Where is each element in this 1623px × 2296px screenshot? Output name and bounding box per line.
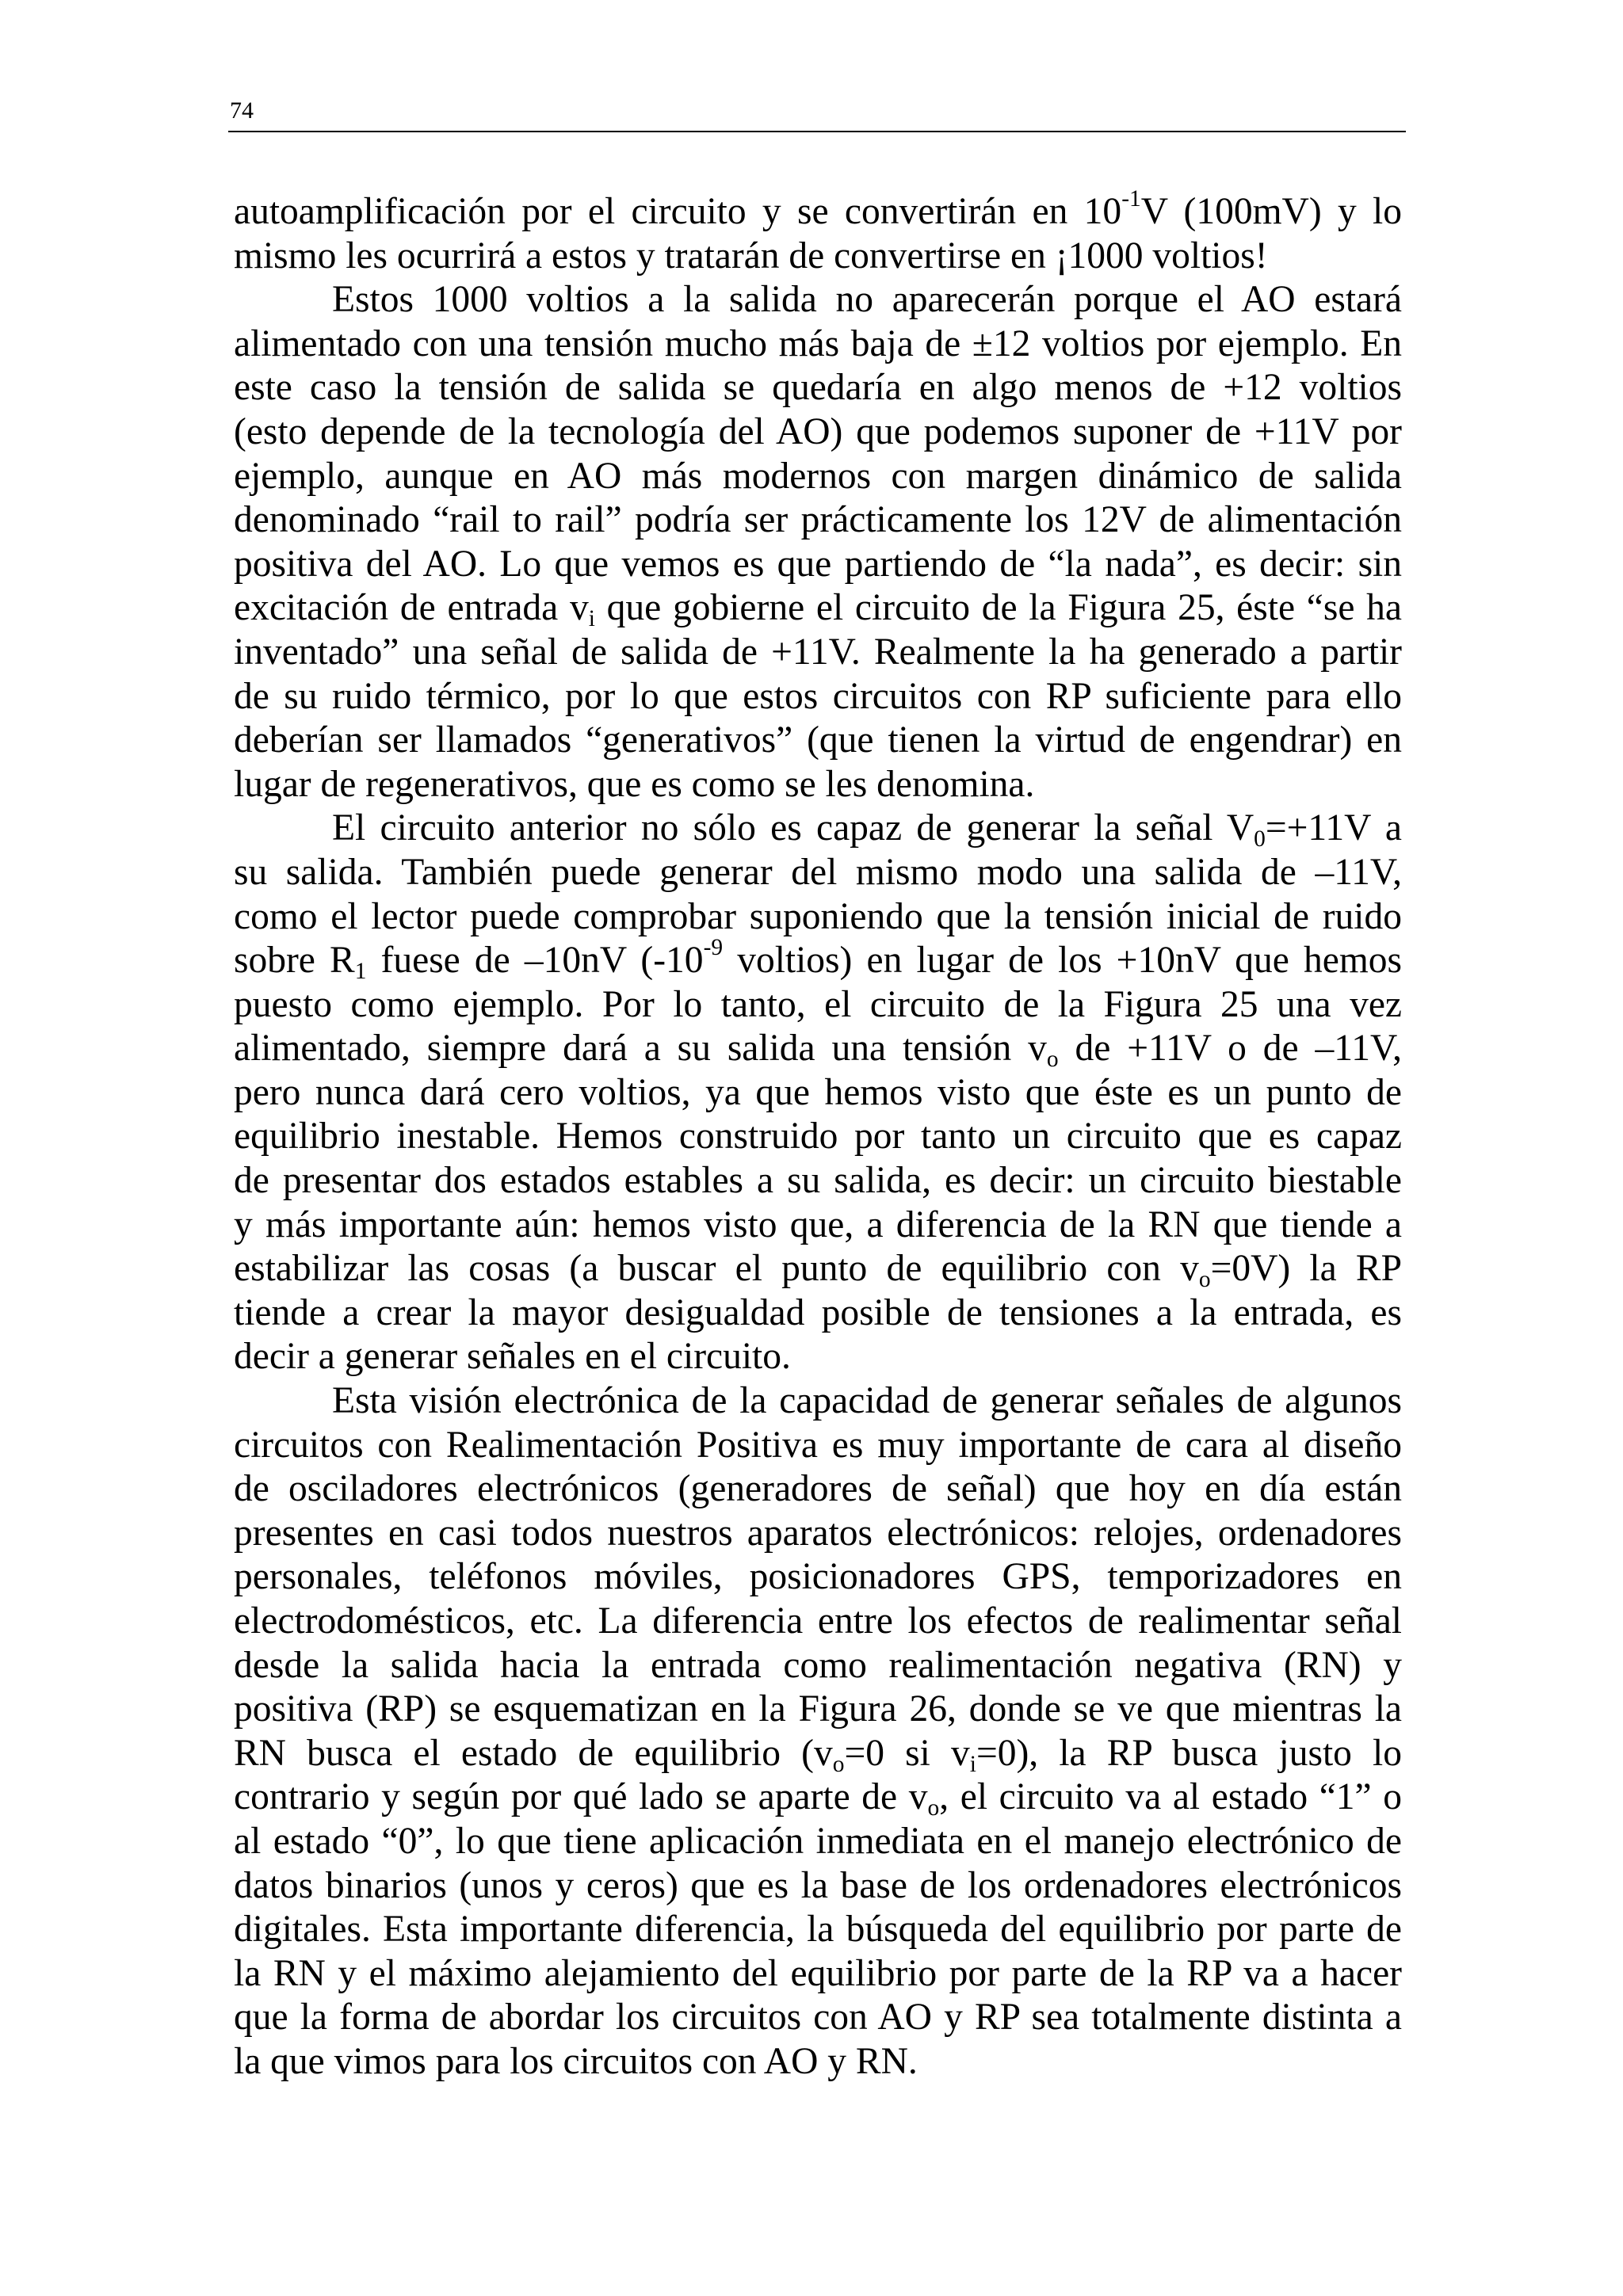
text-line: alimentado con una tensión mucho más baja de ±12 voltios por ejemplo. En bbox=[234, 322, 1402, 364]
document-body bbox=[234, 185, 1403, 2084]
text-line: personales, teléfonos móviles, posicionadores GPS, temporizadores en bbox=[234, 1556, 1402, 1598]
paragraph-3 bbox=[234, 807, 1402, 1379]
superscript: -9 bbox=[703, 935, 724, 961]
text-fragment: de +11V o de –11V, bbox=[1058, 1028, 1402, 1070]
paragraph-2 bbox=[234, 278, 1402, 807]
text-line: pero nunca dará cero voltios, ya que hemos visto que éste es un punto de bbox=[234, 1071, 1402, 1113]
text-line: mismo les ocurrirá a estos y tratarán de convertirse en ¡1000 voltios! bbox=[234, 235, 1268, 277]
text-line: la RN y el máximo alejamiento del equilibrio por parte de la RP va a hacer bbox=[234, 1952, 1402, 1994]
text-line bbox=[234, 1732, 1402, 1776]
subscript: o bbox=[1198, 1267, 1211, 1293]
subscript: o bbox=[1046, 1047, 1059, 1073]
text-line bbox=[234, 807, 1402, 851]
superscript: -1 bbox=[1121, 185, 1141, 212]
text-fragment: RN busca el estado de equilibrio (v bbox=[234, 1732, 833, 1774]
text-line: lugar de regenerativos, que es como se les denomina. bbox=[234, 763, 1035, 805]
text-fragment: =+11V a bbox=[1265, 807, 1402, 849]
text-fragment: =0 si v bbox=[844, 1732, 970, 1774]
text-line: de presentar dos estados estables a su salida, es decir: un circuito biestable bbox=[234, 1160, 1402, 1202]
text-line: equilibrio inestable. Hemos construido por tanto un circuito que es capaz bbox=[234, 1116, 1402, 1158]
text-fragment: que gobierne el circuito de la Figura 25, éste “se ha bbox=[594, 587, 1402, 629]
text-line bbox=[234, 935, 1403, 985]
text-line bbox=[234, 1027, 1402, 1071]
text-fragment: excitación de entrada v bbox=[234, 587, 589, 629]
text-line: y más importante aún: hemos visto que, a diferencia de la RN que tiende a bbox=[234, 1203, 1402, 1245]
text-line: al estado “0”, lo que tiene aplicación inmediata en el manejo electrónico de bbox=[234, 1820, 1402, 1862]
text-line: Estos 1000 voltios a la salida no aparecerán porque el AO estará bbox=[332, 279, 1402, 321]
text-line: este caso la tensión de salida se quedaría en algo menos de +12 voltios bbox=[234, 367, 1402, 409]
text-line: que la forma de abordar los circuitos con AO y RP sea totalmente distinta a bbox=[234, 1997, 1402, 2039]
header-rule bbox=[228, 131, 1406, 132]
subscript: i bbox=[969, 1752, 976, 1778]
text-line: digitales. Esta importante diferencia, la búsqueda del equilibrio por parte de bbox=[234, 1909, 1402, 1951]
text-fragment: contrario y según por qué lado se aparte de v bbox=[234, 1776, 928, 1818]
text-line: ejemplo, aunque en AO más modernos con margen dinámico de salida bbox=[234, 455, 1402, 497]
subscript: o bbox=[832, 1752, 845, 1778]
text-line: denominado “rail to rail” podría ser prácticamente los 12V de alimentación bbox=[234, 499, 1402, 541]
text-fragment: =0V) la RP bbox=[1210, 1248, 1402, 1290]
text-line bbox=[234, 185, 1402, 235]
subscript: 0 bbox=[1254, 826, 1266, 852]
text-fragment: V (100mV) y lo bbox=[1140, 191, 1402, 232]
text-line: positiva del AO. Lo que vemos es que partiendo de “la nada”, es decir: sin bbox=[234, 543, 1402, 585]
subscript: i bbox=[588, 606, 595, 632]
paragraph-4 bbox=[234, 1379, 1402, 2084]
text-line: como el lector puede comprobar suponiendo que la tensión inicial de ruido bbox=[234, 895, 1402, 937]
text-line: la que vimos para los circuitos con AO y RN. bbox=[234, 2040, 918, 2082]
text-line bbox=[234, 1247, 1402, 1291]
text-fragment: , el circuito va al estado “1” o bbox=[939, 1776, 1403, 1818]
text-line: su salida. También puede generar del mismo modo una salida de –11V, bbox=[234, 851, 1402, 893]
text-line: puesto como ejemplo. Por lo tanto, el circuito de la Figura 25 una vez bbox=[234, 983, 1402, 1025]
text-line: desde la salida hacia la entrada como realimentación negativa (RN) y bbox=[234, 1644, 1402, 1686]
text-fragment: estabilizar las cosas (a buscar el punto de equilibrio con v bbox=[234, 1248, 1199, 1290]
text-line: presentes en casi todos nuestros aparatos electrónicos: relojes, ordenadores bbox=[234, 1512, 1402, 1554]
text-line: de osciladores electrónicos (generadores de señal) que hoy en día están bbox=[234, 1468, 1402, 1510]
text-line: inventado” una señal de salida de +11V. Realmente la ha generado a partir bbox=[234, 631, 1402, 673]
text-line: decir a generar señales en el circuito. bbox=[234, 1336, 791, 1378]
text-line: de su ruido térmico, por lo que estos circuitos con RP suficiente para ello bbox=[234, 675, 1402, 717]
text-line bbox=[234, 1775, 1402, 1820]
text-line: (esto depende de la tecnología del AO) que podemos suponer de +11V por bbox=[234, 410, 1402, 452]
text-line bbox=[234, 586, 1402, 631]
page-number: 74 bbox=[230, 97, 254, 124]
text-line: datos binarios (unos y ceros) que es la base de los ordenadores electrónicos bbox=[234, 1864, 1402, 1906]
text-line: electrodomésticos, etc. La diferencia entre los efectos de realimentar señal bbox=[234, 1600, 1402, 1642]
text-fragment: voltios) en lugar de los +10nV que hemos bbox=[723, 940, 1403, 982]
text-line: tiende a crear la mayor desigualdad posible de tensiones a la entrada, es bbox=[234, 1291, 1402, 1333]
text-line: circuitos con Realimentación Positiva es muy importante de cara al diseño bbox=[234, 1424, 1402, 1466]
text-fragment: =0), la RP busca justo lo bbox=[976, 1732, 1403, 1774]
text-fragment: El circuito anterior no sólo es capaz de generar la señal V bbox=[332, 807, 1254, 849]
text-line: Esta visión electrónica de la capacidad de generar señales de algunos bbox=[332, 1380, 1402, 1422]
subscript: 1 bbox=[354, 959, 367, 985]
text-line: positiva (RP) se esquematizan en la Figura 26, donde se ve que mientras la bbox=[234, 1688, 1402, 1730]
text-fragment: autoamplificación por el circuito y se convertirán en 10 bbox=[234, 191, 1122, 232]
text-line: deberían ser llamados “generativos” (que tienen la virtud de engendrar) en bbox=[234, 719, 1402, 761]
subscript: o bbox=[927, 1795, 940, 1821]
text-fragment: alimentado, siempre dará a su salida una tensión v bbox=[234, 1028, 1047, 1070]
paragraph-1 bbox=[234, 185, 1402, 278]
text-fragment: fuese de –10nV (-10 bbox=[366, 940, 704, 982]
text-fragment: sobre R bbox=[234, 940, 355, 982]
